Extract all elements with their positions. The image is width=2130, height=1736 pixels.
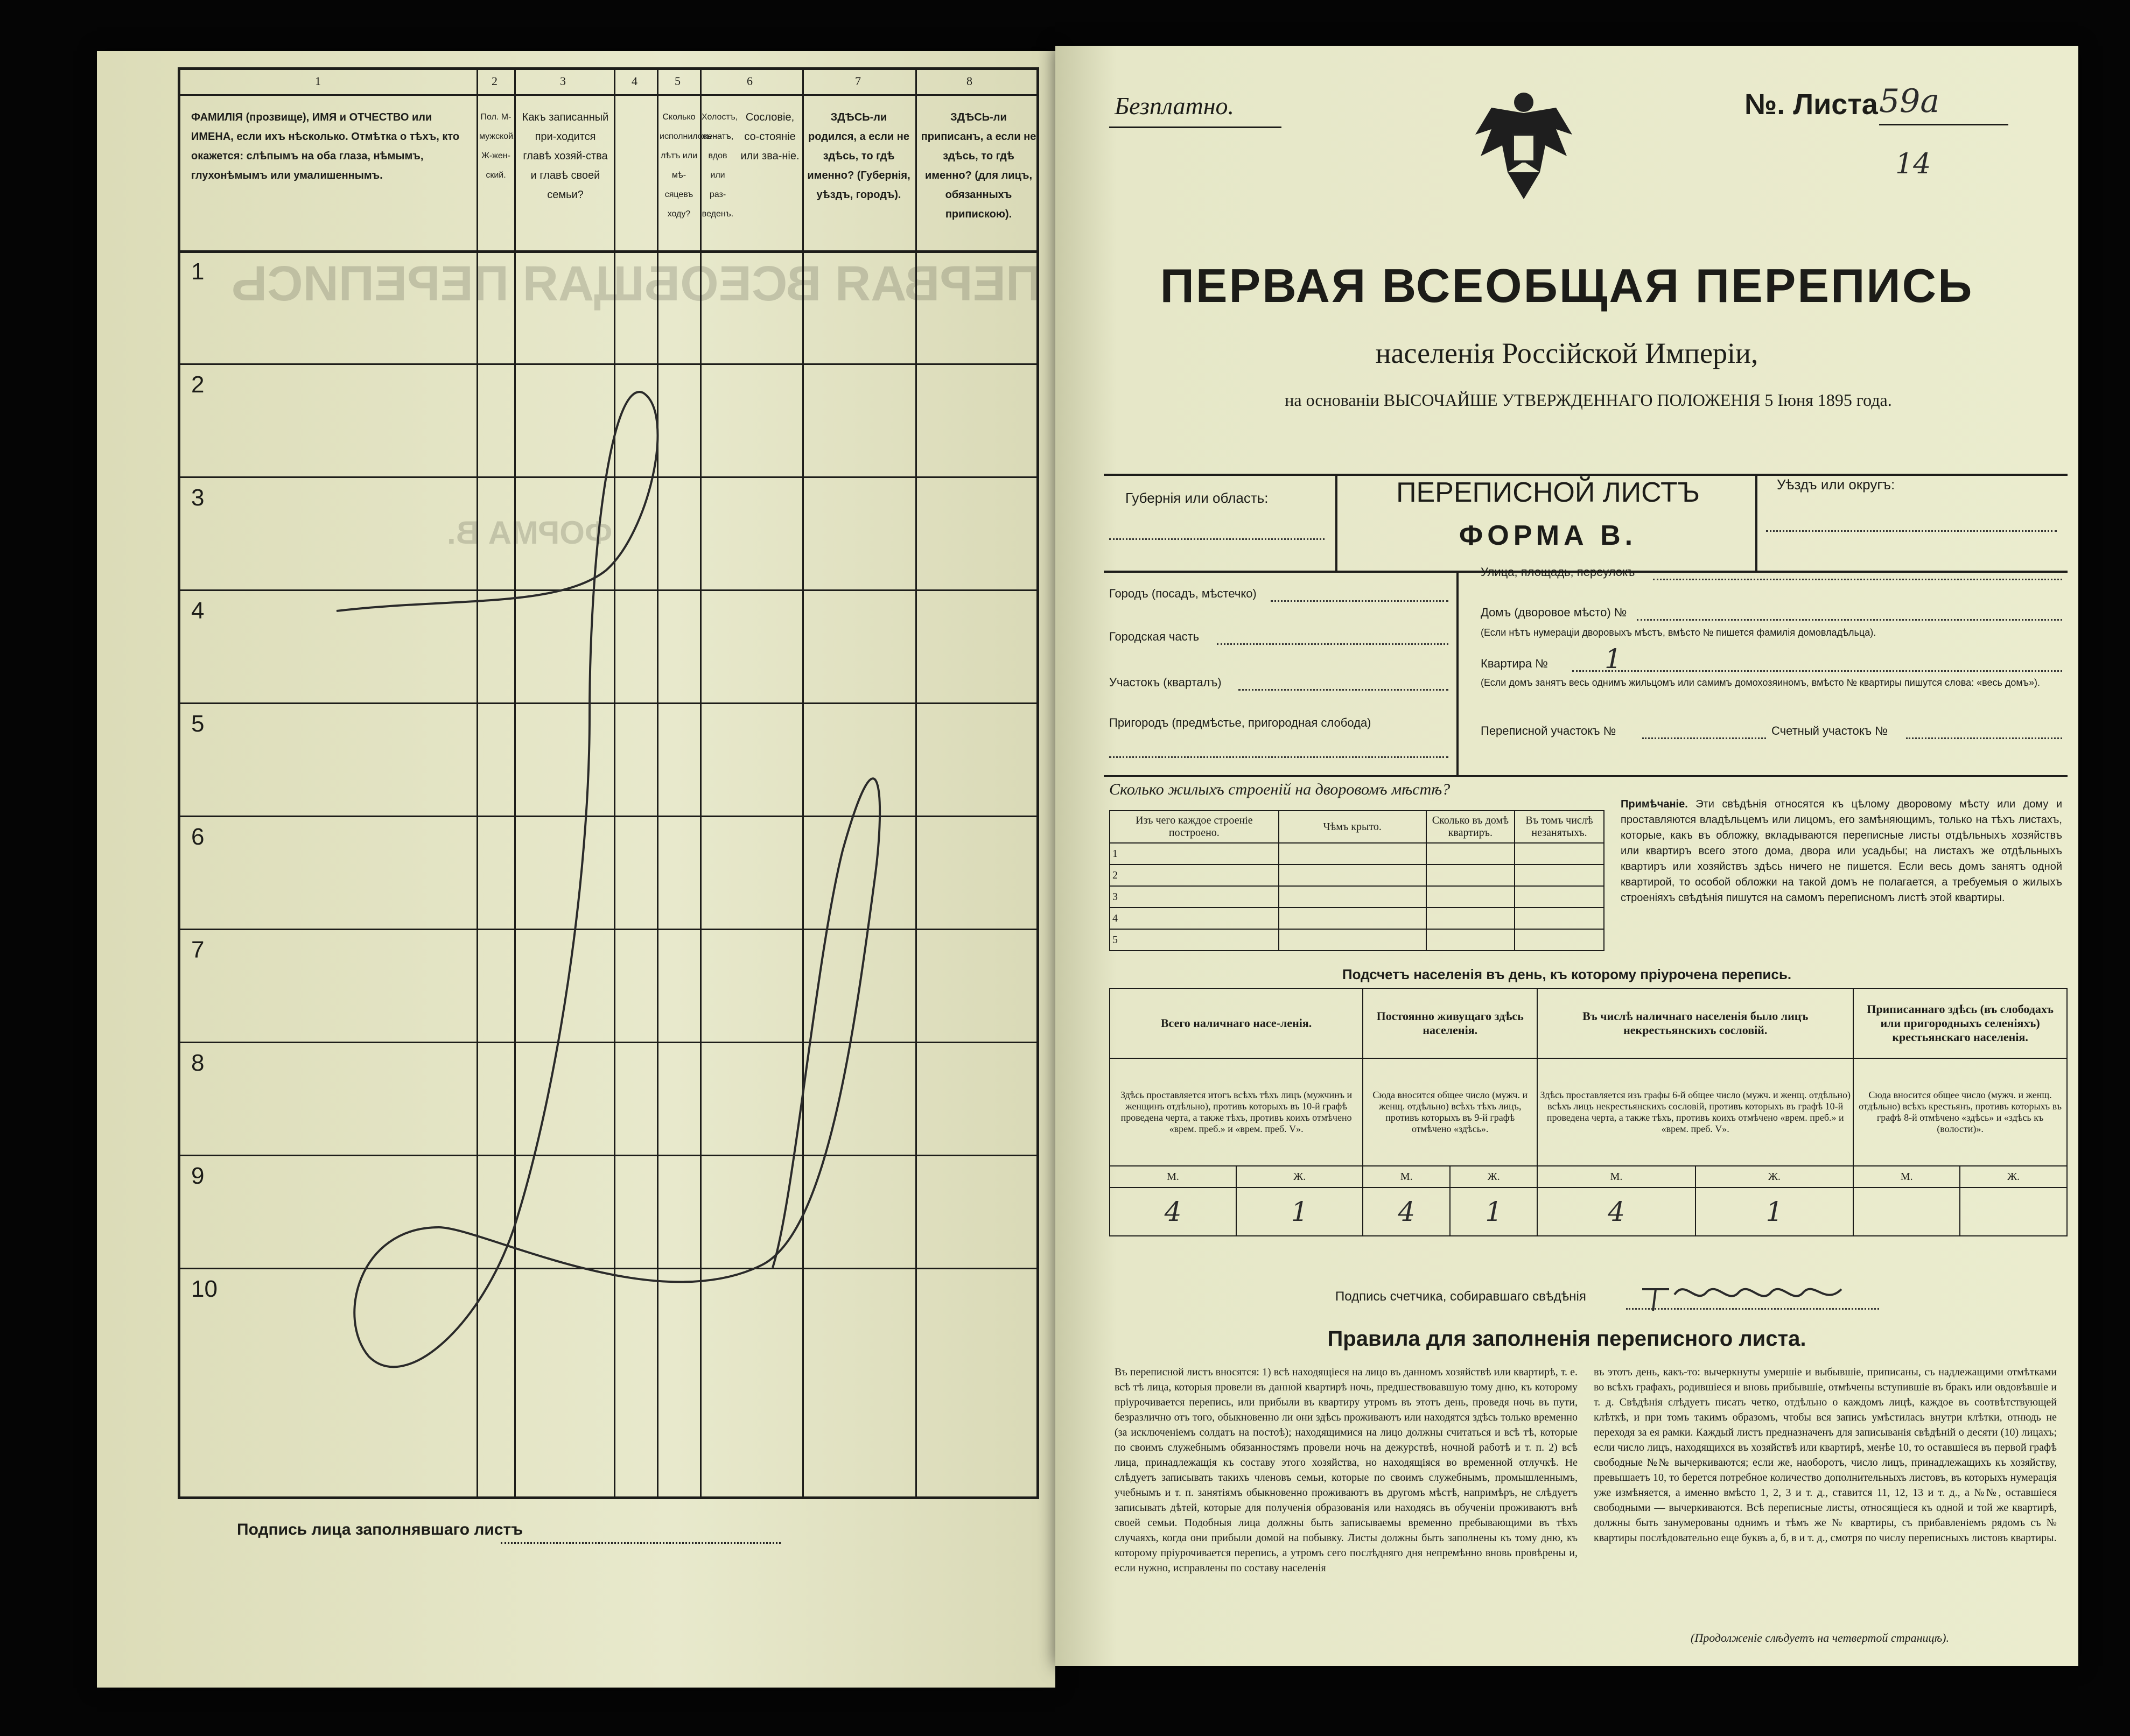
- count-value: 1: [1236, 1187, 1363, 1236]
- document-subtitle: населенія Россійской Имперіи,: [1375, 337, 1758, 369]
- rules-left-column: Въ переписной листъ вносятся: 1) всѣ находящіеся на лицо въ данномъ хозяйствѣ или квартирѣ, т. е. всѣ тѣ лица, которыя провели въ данной квартирѣ ночь, предшествовавшую тому дню, къ которому пріурочивается перепись, или прибыли въ квартиру утромъ въ этотъ день, проведя ночь въ пути, безразлично отъ того, обыкновенно ли они здѣсь проживаютъ или находятся здѣсь только временно (за исключеніемъ солдатъ на постоѣ); находящимися на лицо должны считаться и всѣ тѣ, которые по своимъ служебнымъ обязанностямъ провели ночь на дежурствѣ, ночной работѣ и т. п. 2) всѣ лица, принадлежащія къ составу этого хозяйства, но находящіяся во временной отлучкѣ. Не слѣдуетъ записывать такихъ членовъ семьи, которые по своимъ служебнымъ, промышленнымъ, учебнымъ и т. п. занятіямъ обыкновенно проживаютъ въ другомъ мѣстѣ, напримѣръ, не слѣдуетъ записывать дѣтей, которые для полученія образованія или находясь въ обученіи проживаютъ внѣ своей семьи. Подобныя лица должны быть записываемы временно пребывающими въ тѣхъ случаяхъ, когда они прибыли домой на побывку. Листы должны быть заполнены къ тому дню, къ которому пріурочивается перепись, а утромъ сего послѣдняго дня непремѣнно вновь провѣрены и, если нужно, исправлены по составу населенія: [1115, 1366, 1578, 1574]
- bld-row: 5: [1110, 929, 1279, 951]
- buildings-table: [1109, 810, 1604, 951]
- bld-row: 1: [1110, 843, 1279, 865]
- buildings-question: Сколько жилыхъ строеній на дворовомъ мѣстѣ?: [1109, 781, 1451, 798]
- header-marital: Холостъ, женатъ, вдов или раз-веденъ.: [702, 113, 738, 219]
- uezd-label: Уѣздъ или округъ:: [1777, 476, 1895, 493]
- count-header: Всего наличнаго насе-ленія.: [1110, 988, 1363, 1058]
- right-page: [1055, 46, 2078, 1666]
- note-text: [1621, 797, 2062, 906]
- column-number: 5: [675, 74, 681, 88]
- street-label: Улица, площадь, переулокъ: [1481, 565, 1635, 579]
- count-value: 1: [1450, 1187, 1537, 1236]
- form-subtitle: ФОРМА В.: [1459, 520, 1637, 551]
- note-body: Эти свѣдѣнія относятся къ цѣлому дворовому мѣсту или дому и проставляются владѣльцемъ или лицомъ, его замѣняющимъ, только на тѣхъ листахъ, которые, какъ въ обложку, вкладываются переписные листы отдѣльныхъ хозяйствъ или квартиръ всего этого дома, двора или усадьбы; на листахъ же отдѣльныхъ квартиръ или хозяйствъ здѣсь ничего не пишется. Если весь домъ занятъ одной квартирой, то особой обложки на такой домъ не полагается, а требуемыя о жилыхъ строеніяхъ свѣдѣнія пишутся на самомъ переписномъ листѣ этой квартиры.: [1621, 798, 2062, 904]
- note-label: Примѣчаніе.: [1621, 798, 1688, 810]
- sex-f: Ж.: [1960, 1166, 2067, 1187]
- row-number: 9: [191, 1163, 205, 1189]
- header-name: ФАМИЛІЯ (прозвище), ИМЯ и ОТЧЕСТВО или ИМЕНА, если ихъ нѣсколько. Отмѣтка о тѣхъ, кто окажется: слѣпымъ на оба глаза, нѣмымъ, глухонѣмымъ или умалишеннымъ.: [191, 111, 460, 181]
- house-note: (Если нѣтъ нумераціи дворовыхъ мѣстъ, вмѣсто № пишется фамилія домовладѣльца).: [1481, 627, 1876, 638]
- header-relation: Какъ записанный при-ходится главѣ хозяй-ства и главѣ своей семьи?: [522, 111, 609, 201]
- sex-m: М.: [1537, 1166, 1695, 1187]
- bld-header: Изъ чего каждое строеніе построено.: [1110, 811, 1279, 843]
- apartment-label: Квартира №: [1481, 657, 1548, 670]
- form-title: ПЕРЕПИСНОЙ ЛИСТЪ: [1396, 477, 1700, 508]
- column-number: 4: [632, 74, 637, 88]
- city-part-label: Городская часть: [1109, 630, 1200, 643]
- population-count-table: [1109, 988, 2068, 1236]
- count-value: [1853, 1187, 1960, 1236]
- counter-signature-label: Подпись счетчика, собиравшаго свѣдѣнія: [1335, 1289, 1586, 1304]
- count-value: [1960, 1187, 2067, 1236]
- row-number: 4: [191, 598, 205, 624]
- left-page: [97, 51, 1055, 1688]
- district-label: Участокъ (кварталъ): [1109, 676, 1222, 689]
- census-district-label: Переписной участокъ №: [1481, 724, 1616, 737]
- count-header: Постоянно живущаго здѣсь населенія.: [1363, 988, 1537, 1058]
- legal-basis: на основаніи ВЫСОЧАЙШЕ УТВЕРЖДЕННАГО ПОЛОЖЕНІЯ 5 Іюня 1895 года.: [1285, 390, 1892, 410]
- count-header: Приписаннаго здѣсь (въ слободахъ или пригородныхъ селеніяхъ) крестьянскаго населенія.: [1853, 988, 2067, 1058]
- header-estate: Сословіе, со-стояніе или зва-ніе.: [740, 111, 800, 162]
- bld-header: Чѣмъ крыто.: [1279, 811, 1426, 843]
- column-number: 1: [315, 74, 321, 88]
- handwritten-cancel-mark: [180, 70, 1042, 1502]
- city-label: Городъ (посадъ, мѣстечко): [1109, 587, 1257, 600]
- bld-row: 2: [1110, 865, 1279, 886]
- census-grid: [178, 67, 1042, 1499]
- rules-right-column: въ этотъ день, какъ-то: вычеркнуты умершіе и выбывшіе, приписаны, съ надлежащими отмѣтками во всѣхъ графахъ, родившіеся и вновь прибывшіе, отмѣчены вступившіе въ бракъ или овдовѣвшіе и т. д. Свѣдѣнія слѣдуетъ писать четко, отдѣльно о каждомъ лицѣ, каждое въ соотвѣтствующей клѣткѣ, и при томъ такимъ образомъ, чтобы вся запись умѣстилась внутри клѣтки, отнюдь не переходя за ея рамки. Каждый листъ предназначенъ для записыванія свѣдѣній о десяти (10) лицахъ; если число лицъ, находящихся въ хозяйствѣ или квартирѣ, менѣе 10, то оставшіеся въ первой графѣ свободные №№ вычеркиваются; если же, наоборотъ, число лицъ, принадлежащихъ къ хозяйству, превышаетъ 10, то берется потребное количество дополнительныхъ листовъ, въ которыхъ нумерація уже измѣняется, а именно вмѣсто 1, 2, 3 и т. д., ставится 11, 12, 13 и т. д., а №№, оставшіеся свободными — вычеркиваются. Всѣ переписные листы, относящіеся къ одной и той же квартирѣ, должны быть занумерованы однимъ и тѣмъ же № квартиры, съ прибавленіемъ рядомъ съ № квартиры послѣдовательно еще буквъ а, б, в и т. д., смотря по числу переписныхъ листовъ квартиры.: [1594, 1366, 2057, 1544]
- suburb-label: Пригородъ (предмѣстье, пригородная слобода): [1109, 716, 1371, 729]
- imperial-eagle-icon: [1470, 86, 1578, 205]
- column-number: 8: [966, 74, 972, 88]
- count-value: 4: [1537, 1187, 1695, 1236]
- row-number: 2: [191, 371, 205, 398]
- apartment-value: 1: [1604, 643, 1622, 674]
- signature-label: Подпись лица заполнявшаго листъ: [237, 1521, 523, 1538]
- bld-row: 3: [1110, 886, 1279, 908]
- sex-m: М.: [1363, 1166, 1450, 1187]
- sex-f: Ж.: [1450, 1166, 1537, 1187]
- gubernia-label: Губернія или область:: [1125, 490, 1269, 506]
- count-title: Подсчетъ населенія въ день, къ которому пріурочена перепись.: [1342, 966, 1792, 982]
- column-number: 3: [560, 74, 566, 88]
- signature-line: [501, 1542, 781, 1544]
- bld-row: 4: [1110, 908, 1279, 929]
- house-label: Домъ (дворовое мѣсто) №: [1481, 606, 1627, 619]
- column-number: 2: [492, 74, 498, 88]
- bld-header: Сколько въ домѣ квартиръ.: [1426, 811, 1515, 843]
- continued-note: (Продолженіе слѣдуетъ на четвертой страницѣ).: [1691, 1631, 1949, 1644]
- column-number: 7: [855, 74, 861, 88]
- sheet-number-extra: 14: [1895, 148, 1931, 180]
- row-number: 3: [191, 484, 205, 511]
- mirror-print-form: ФОРМА В.: [447, 515, 613, 551]
- count-district-label: Счетный участокъ №: [1771, 724, 1888, 737]
- mirror-print-title: ПЕРВАЯ ВСЕОБЩАЯ ПЕРЕПИСЬ: [232, 256, 1042, 311]
- document-title: ПЕРВАЯ ВСЕОБЩАЯ ПЕРЕПИСЬ: [1160, 259, 1974, 312]
- count-desc: Здѣсь проставляется итогъ всѣхъ тѣхъ лицъ (мужчинъ и женщинъ отдѣльно), противъ которыхъ въ 10-й графѣ проведена черта, а также тѣхъ, противъ коихъ отмѣчено «врем. преб.» и «врем. преб. V».: [1110, 1058, 1363, 1166]
- count-desc: Сюда вносится общее число (мужч. и женщ. отдѣльно) всѣхъ крестьянъ, противъ которыхъ въ графѣ 8-й отмѣчено «здѣсь» и «здѣсь къ (волости)».: [1853, 1058, 2067, 1166]
- row-number: 5: [191, 711, 205, 737]
- sex-f: Ж.: [1695, 1166, 1853, 1187]
- count-desc: Сюда вносится общее число (мужч. и женщ. отдѣльно) всѣхъ тѣхъ лицъ, противъ которыхъ въ 9-й графѣ отмѣчено «здѣсь».: [1363, 1058, 1537, 1166]
- sex-m: М.: [1853, 1166, 1960, 1187]
- count-desc: Здѣсь проставляется изъ графы 6-й общее число (мужч. и женщ. отдѣльно) всѣхъ лицъ некрестьянскихъ сословій, противъ которыхъ въ графѣ 10-й проведена черта, а также тѣхъ, противъ коихъ отмѣчено «врем. преб.» и «врем. преб. V».: [1537, 1058, 1853, 1166]
- free-label: Безплатно.: [1115, 92, 1235, 120]
- row-number: 8: [191, 1050, 205, 1076]
- count-header: Въ числѣ наличнаго населенія было лицъ некрестьянскихъ сословій.: [1537, 988, 1853, 1058]
- row-number: 7: [191, 937, 205, 963]
- sex-m: М.: [1110, 1166, 1236, 1187]
- count-value: 4: [1110, 1187, 1236, 1236]
- header-registered: ЗДѢСЬ-ли приписанъ, а если не здѣсь, то гдѣ именно? (для лицъ, обязанныхъ припискою).: [921, 111, 1036, 220]
- count-value: 4: [1363, 1187, 1450, 1236]
- sheet-number-label: №. Листа: [1744, 88, 1878, 121]
- header-age: Сколько исполнилось лѣтъ или мѣ-сяцевъ ходу?: [660, 113, 712, 219]
- header-birthplace: ЗДѢСЬ-ли родился, а если не здѣсь, то гдѣ именно? (Губернія, уѣздъ, городъ).: [807, 111, 910, 201]
- row-number: 1: [191, 258, 205, 285]
- column-number: 6: [747, 74, 753, 88]
- row-number: 10: [191, 1276, 218, 1302]
- header-sex: Пол. М-мужской. Ж-жен-ский.: [479, 113, 516, 180]
- sex-f: Ж.: [1236, 1166, 1363, 1187]
- apartment-note: (Если домъ занятъ весь однимъ жильцомъ или самимъ домохозяиномъ, вмѣсто № квартиры пишутся слова: «весь домъ»).: [1481, 677, 2041, 688]
- rules-title: Правила для заполненія переписного листа.: [1327, 1327, 1806, 1351]
- count-value: 1: [1695, 1187, 1853, 1236]
- row-number: 6: [191, 824, 205, 850]
- bld-header: Въ томъ числѣ незанятыхъ.: [1515, 811, 1604, 843]
- sheet-number-value: 59а: [1879, 82, 1940, 120]
